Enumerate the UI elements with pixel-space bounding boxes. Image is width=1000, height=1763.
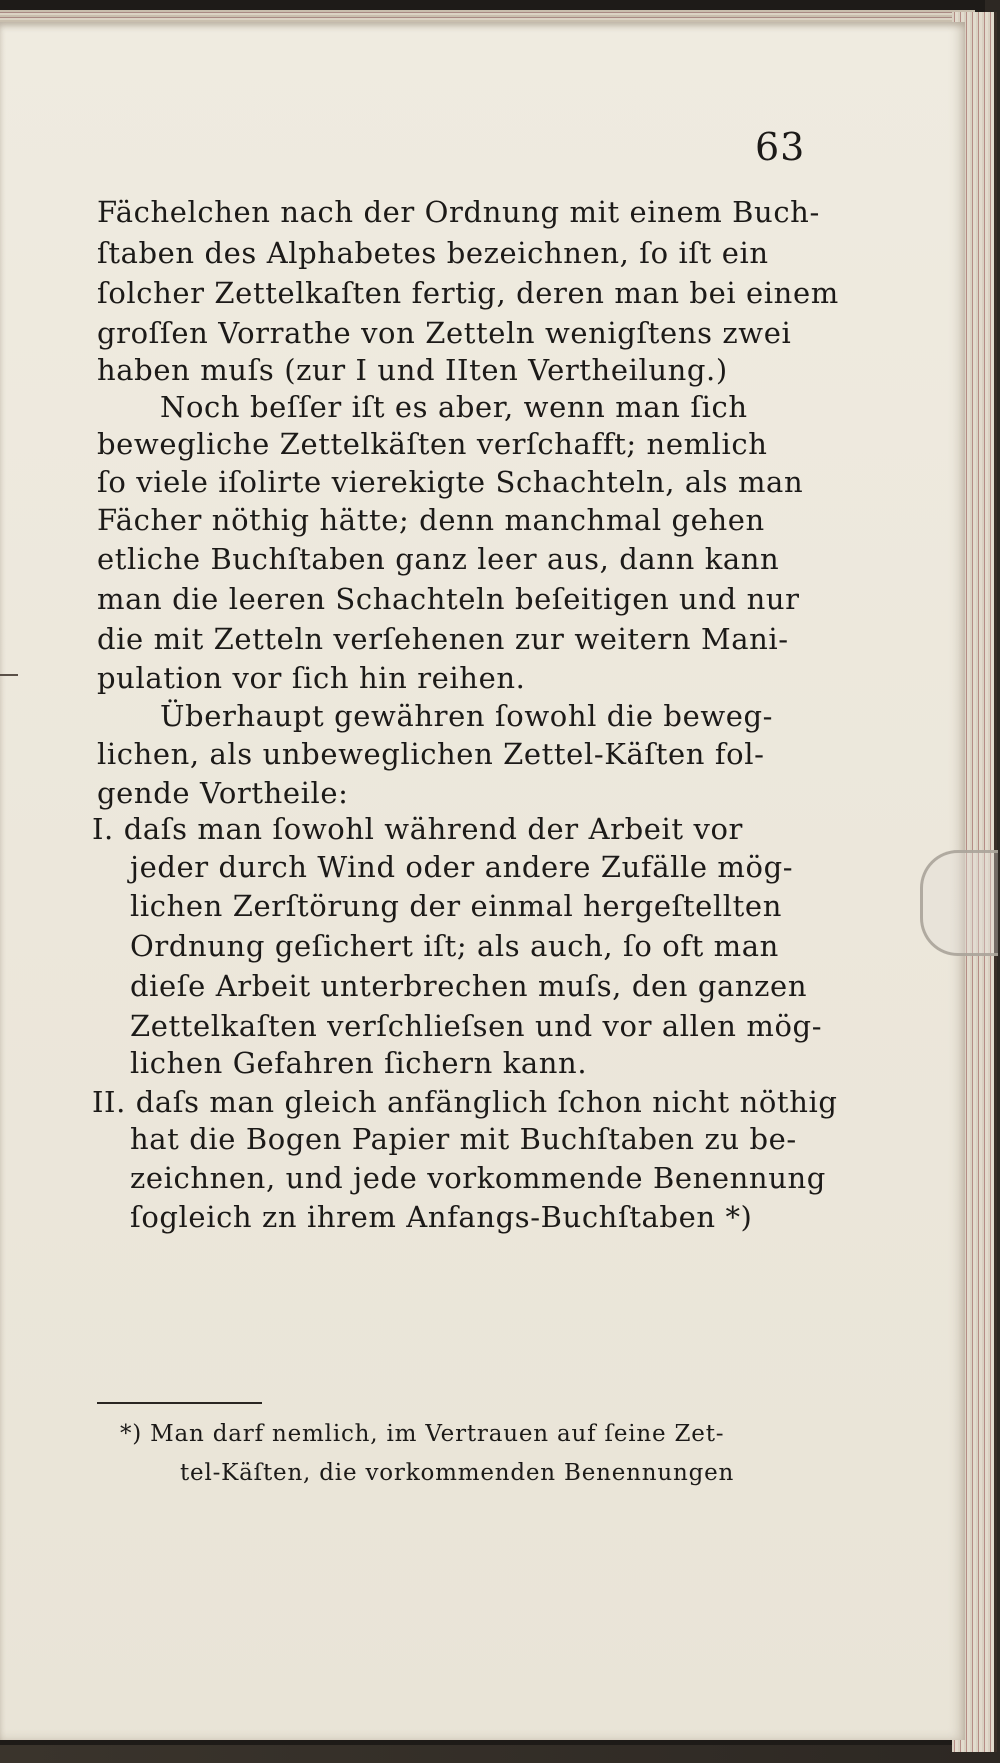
footnote-rule (97, 1402, 262, 1404)
body-line: gende Vortheile: (97, 776, 349, 810)
body-line: Zettelkaſten verſchlieſsen und vor allen mög- (130, 1009, 823, 1043)
body-line: zeichnen, und jede vorkommende Benennung (130, 1161, 826, 1195)
footnote-line: tel-Käſten, die vorkommenden Benennungen (180, 1460, 735, 1486)
body-line: pulation vor ſich hin reihen. (97, 661, 526, 695)
body-line: haben muſs (zur I und IIten Vertheilung.) (97, 353, 728, 387)
body-line: Noch beſſer iſt es aber, wenn man ſich (160, 390, 748, 424)
body-line: Ordnung geſichert iſt; als auch, ſo oft man (130, 929, 779, 963)
body-line: ſtaben des Alphabetes bezeichnen, ſo iſt ein (97, 236, 769, 270)
body-line: ſo viele iſolirte vierekigte Schachteln, als man (97, 465, 804, 499)
page-clip (920, 850, 998, 956)
footnote-line: *) Man darf nemlich, im Vertrauen auf ſeine Zet- (120, 1421, 725, 1447)
body-line: bewegliche Zettelkäſten verſchafft; nemlich (97, 427, 768, 461)
body-line: hat die Bogen Papier mit Buchſtaben zu be- (130, 1122, 797, 1156)
page-number: 63 (755, 125, 806, 169)
body-line: lichen Gefahren ſichern kann. (130, 1046, 588, 1080)
body-line: ſogleich zn ihrem Anfangs-Buchſtaben *) (130, 1200, 753, 1234)
body-line: lichen, als unbeweglichen Zettel-Käſten fol- (97, 737, 765, 771)
body-line: die mit Zetteln verſehenen zur weitern Mani- (97, 622, 789, 656)
margin-mark (0, 674, 18, 676)
body-line: dieſe Arbeit unterbrechen muſs, den ganzen (130, 969, 808, 1003)
body-line: jeder durch Wind oder andere Zufälle mög- (130, 850, 794, 884)
body-line: etliche Buchſtaben ganz leer aus, dann kann (97, 542, 780, 576)
body-line: I. daſs man ſowohl während der Arbeit vor (92, 812, 743, 846)
body-line: II. daſs man gleich anfänglich ſchon nicht nöthig (92, 1085, 838, 1119)
body-line: groſſen Vorrathe von Zetteln wenigſtens zwei (97, 316, 792, 350)
body-line: Überhaupt gewähren ſowohl die beweg- (160, 699, 774, 733)
body-line: Fächelchen nach der Ordnung mit einem Buch- (97, 195, 820, 229)
body-line: Fächer nöthig hätte; denn manchmal gehen (97, 503, 765, 537)
body-line: ſolcher Zettelkaſten fertig, deren man bei einem (97, 276, 839, 310)
body-line: man die leeren Schachteln beſeitigen und nur (97, 582, 800, 616)
body-line: lichen Zerſtörung der einmal hergeſtellten (130, 889, 782, 923)
